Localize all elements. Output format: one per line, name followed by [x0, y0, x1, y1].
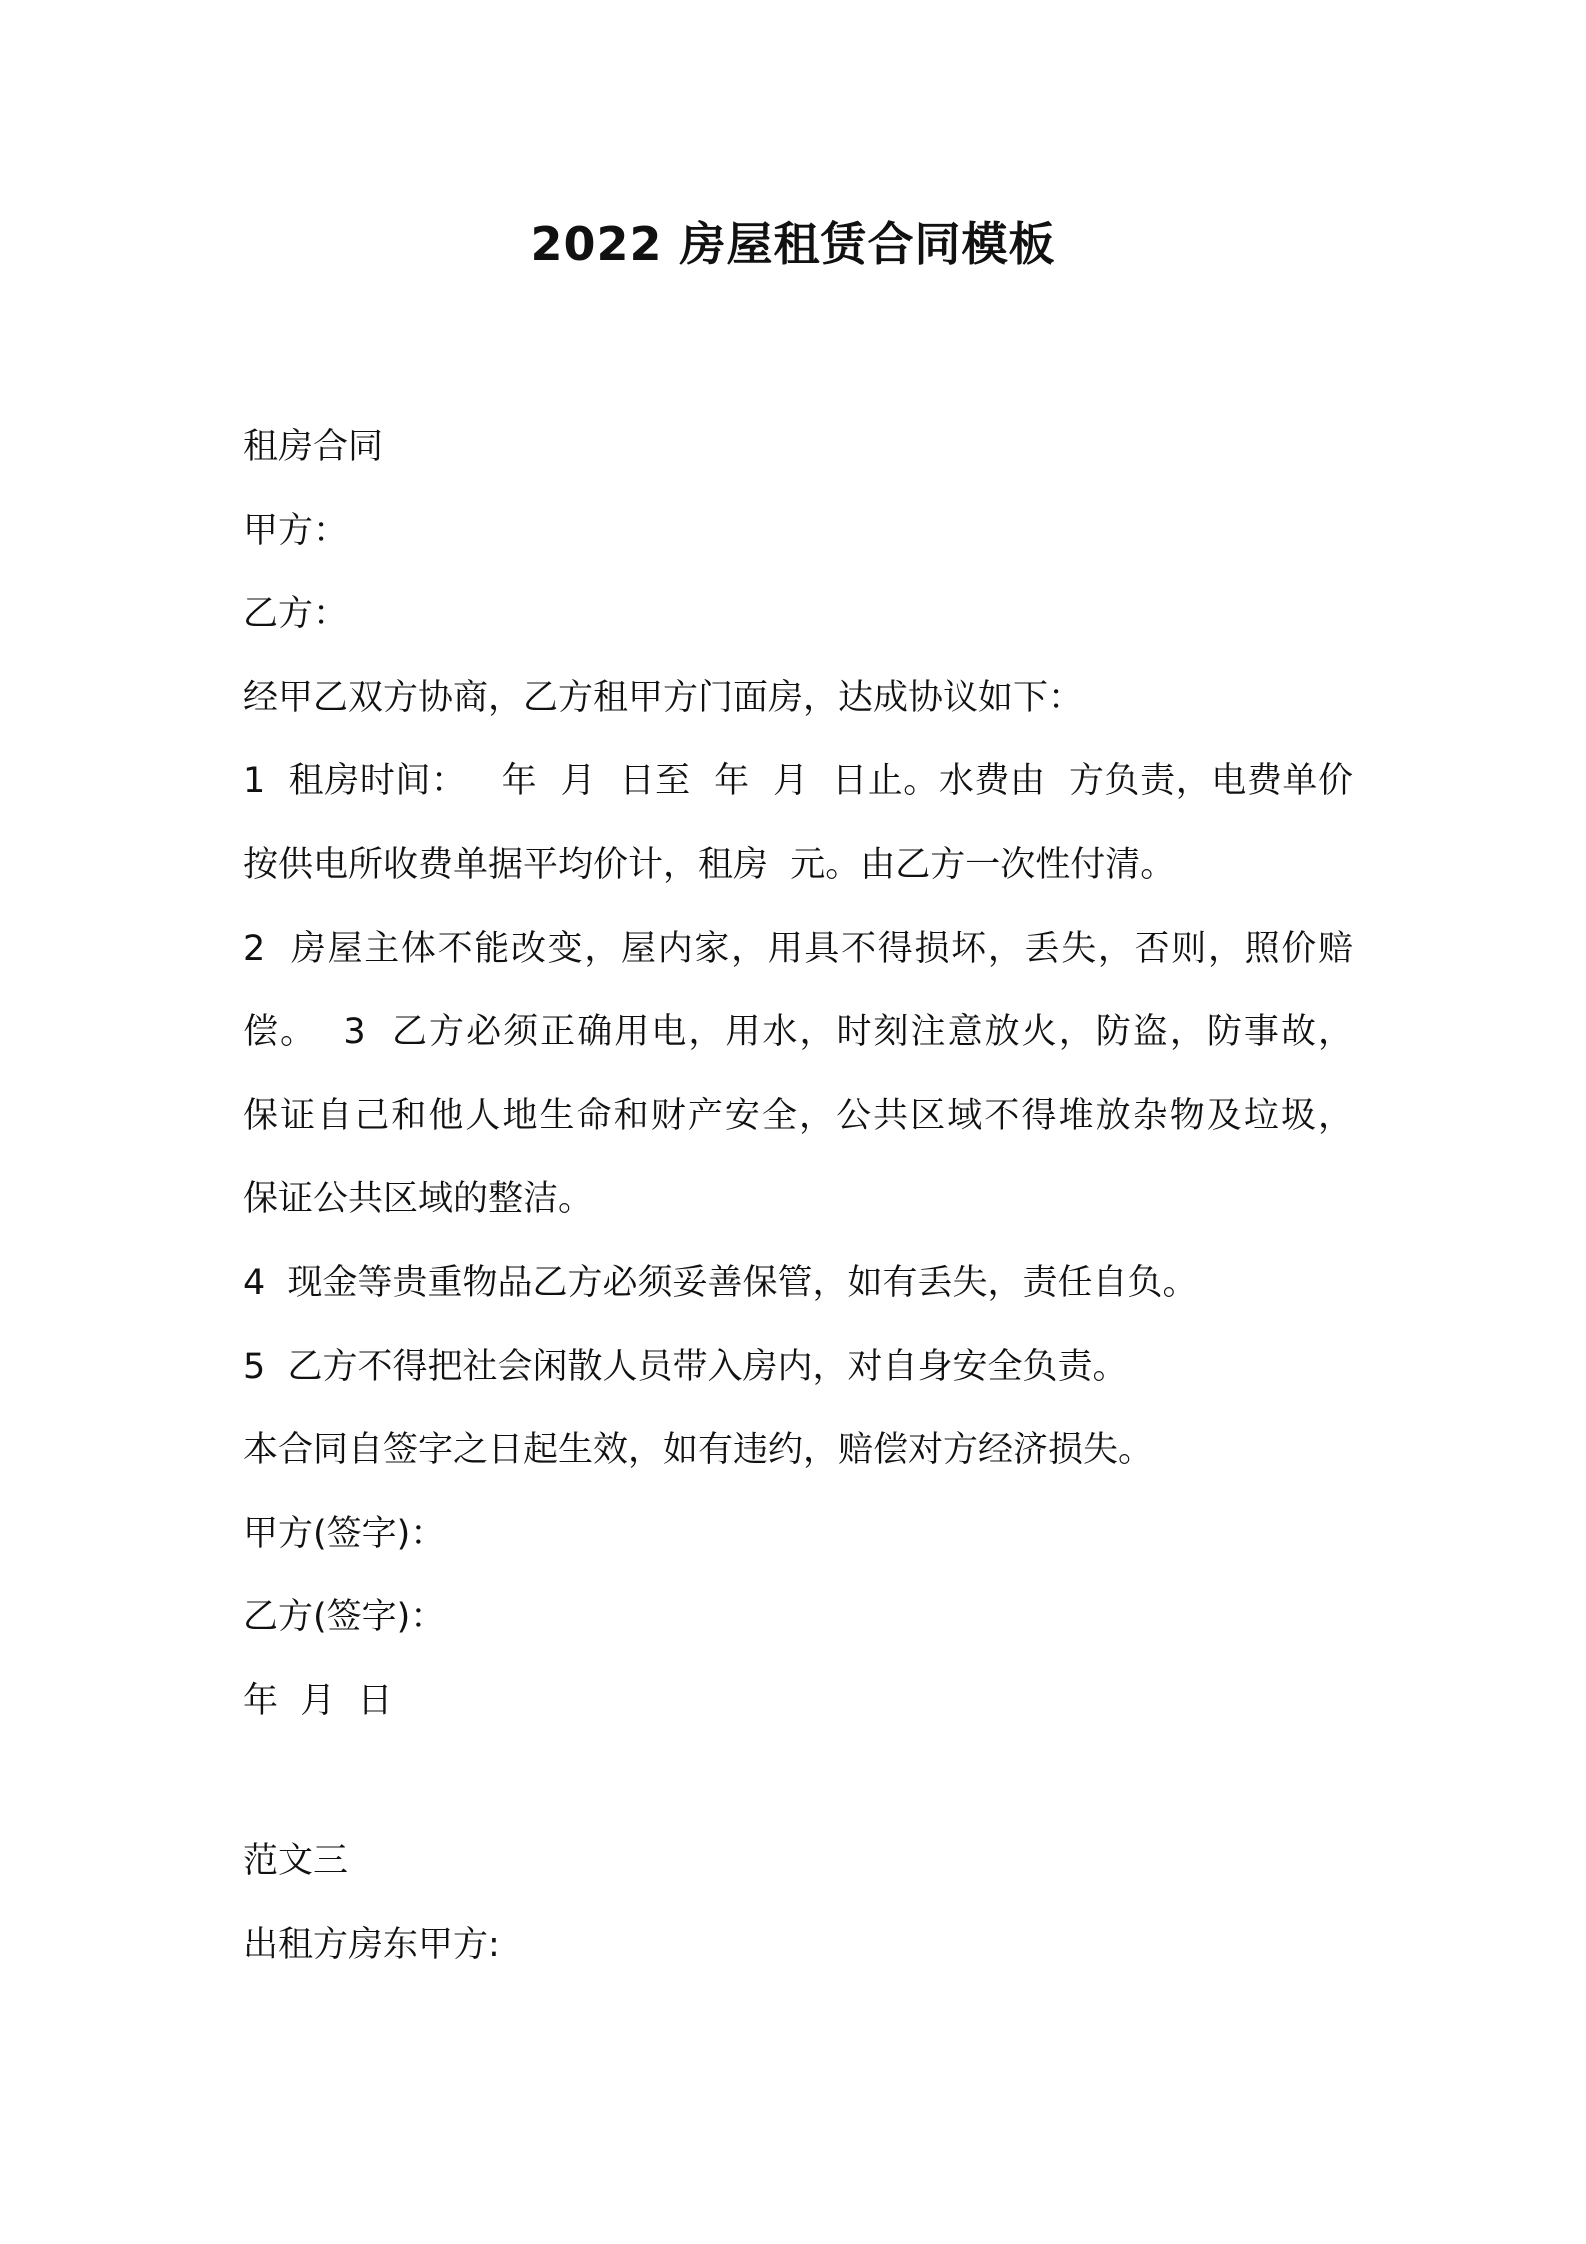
party-a-line: 甲方：	[243, 510, 349, 551]
clause-2-3-line: 偿。 3 乙方必须正确用电，用水，时刻注意放火，防盗，防事故，	[243, 1012, 1353, 1053]
clause-5: 5 乙方不得把社会闲散人员带入房内，对自身安全负责。	[243, 1346, 1128, 1387]
clause-3-line-2: 保证自己和他人地生命和财产安全，公共区域不得堆放杂物及垃圾，	[243, 1095, 1353, 1136]
agreement-intro: 经甲乙双方协商，乙方租甲方门面房，达成协议如下：	[243, 677, 1084, 718]
contract-heading: 租房合同	[243, 427, 384, 467]
contract-body	[243, 406, 1353, 1744]
clause-4: 4 现金等贵重物品乙方必须妥善保管，如有丢失，责任自负。	[243, 1262, 1198, 1303]
clause-1-line-1: 1 租房时间： 年 月 日至 年 月 日止。水费由 方负责，电费单价	[243, 761, 1353, 802]
signature-date: 年 月 日	[243, 1680, 393, 1721]
party-b-signature: 乙方(签字)：	[243, 1597, 446, 1638]
clause-3-line-3: 保证公共区域的整洁。	[243, 1179, 594, 1220]
section-heading: 范文三	[243, 1841, 349, 1881]
party-a-signature: 甲方(签字)：	[243, 1513, 446, 1554]
effective-clause: 本合同自签字之日起生效，如有违约，赔偿对方经济损失。	[243, 1430, 1154, 1471]
sample-three-section	[243, 1820, 1353, 1987]
party-b-line: 乙方：	[243, 594, 349, 635]
clause-1-line-2: 按供电所收费单据平均价计，租房 元。由乙方一次性付清。	[243, 844, 1176, 885]
document-title: 2022 房屋租赁合同模板	[530, 217, 1056, 271]
lessor-line: 出租方房东甲方:	[243, 1924, 500, 1965]
clause-2-line-1: 2 房屋主体不能改变，屋内家，用具不得损坏，丢失，否则，照价赔	[243, 928, 1353, 969]
